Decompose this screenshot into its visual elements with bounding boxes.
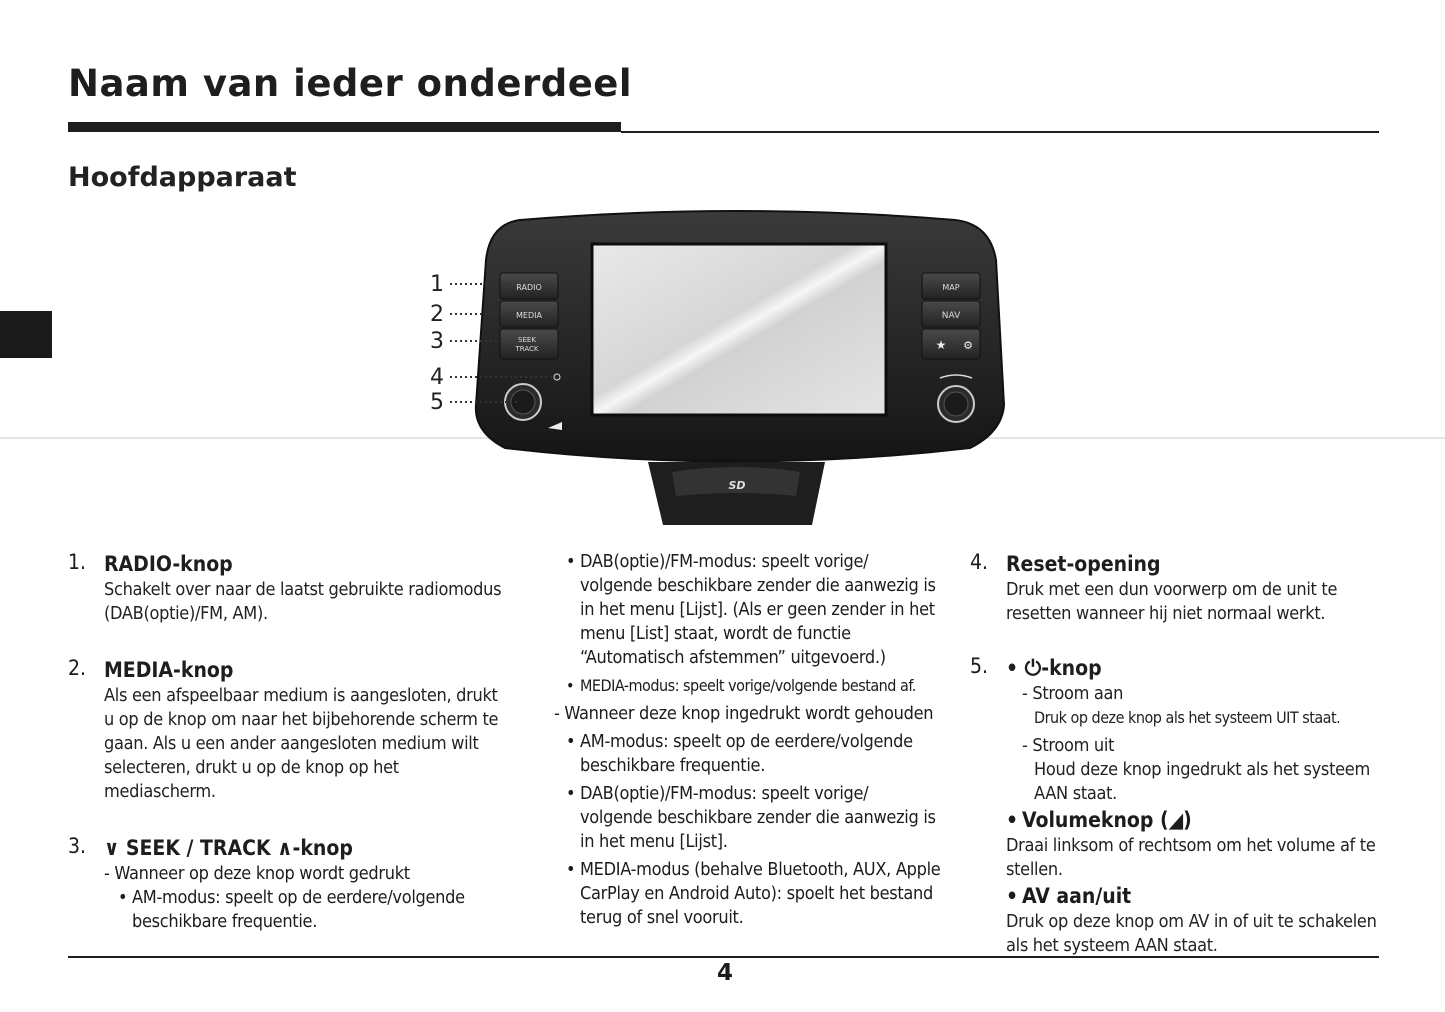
map-button-shape: [922, 273, 980, 299]
item-heading: ∨ SEEK / TRACK ∧-knop: [104, 836, 353, 860]
radio-button-label: RADIO: [516, 283, 542, 292]
subheading-hold: - Wanneer deze knop ingedrukt wordt gehouden: [554, 703, 934, 724]
section-subtitle: Hoofdapparaat: [68, 162, 297, 193]
seek-label: SEEK: [518, 336, 536, 344]
power-on-heading: - Stroom aan: [1022, 683, 1124, 704]
item-heading: Reset-opening: [1006, 552, 1161, 576]
bullet-am-hold: • AM-modus: speelt op de eerdere/volgende beschikbare frequentie.: [566, 730, 944, 778]
head-unit-illustration: [0, 200, 1445, 530]
sd-card-stand: [648, 462, 825, 525]
item-number: 3.: [68, 834, 87, 858]
item-reset-hole: [970, 550, 1380, 626]
callout-4: 4: [430, 365, 444, 390]
item-subheading: - Wanneer op deze knop wordt gedrukt: [104, 863, 410, 884]
bullet-media: • MEDIA-modus: speelt vorige/volgende bestand af.: [566, 674, 944, 698]
item-heading: • ⏻-knop: [1006, 656, 1102, 680]
display-screen: [592, 244, 886, 415]
radio-button-shape: [500, 273, 558, 299]
item-number: 2.: [68, 656, 87, 680]
power-off-heading: - Stroom uit: [1022, 735, 1115, 756]
item-description: Als een afspeelbaar medium is aangesloten, drukt u op de knop om naar het bijbehorende scherm te gaan. Als u een ander aangesloten medium wilt selecteren, drukt u op de knop op het mediascherm.: [104, 685, 499, 802]
item-power-knob: [970, 654, 1380, 958]
av-onoff-heading: • AV aan/uit: [1006, 882, 1380, 910]
av-onoff-description: Druk op deze knop om AV in of uit te schakelen als het systeem AAN staat.: [1006, 911, 1377, 956]
star-icon: ★: [935, 338, 947, 352]
gear-icon: ⚙: [963, 339, 973, 352]
column-left: [68, 550, 508, 956]
item-number: 4.: [970, 550, 989, 574]
item-bullet: • AM-modus: speelt op de eerdere/volgende beschikbare frequentie.: [118, 886, 508, 934]
callout-5: 5: [430, 390, 444, 415]
volume-knob-description: Draai linksom of rechtsom om het volume af te stellen.: [1006, 835, 1376, 880]
item-seek-track-button: [68, 834, 508, 934]
item-description: Schakelt over naar de laatst gebruikte radiomodus (DAB(optie)/FM, AM).: [104, 579, 502, 624]
item-number: 1.: [68, 550, 87, 574]
map-button-label: MAP: [942, 283, 960, 292]
track-label: TRACK: [515, 345, 539, 353]
item-heading: MEDIA-knop: [104, 658, 234, 682]
page-title: Naam van ieder onderdeel: [68, 62, 633, 105]
item-number: 5.: [970, 654, 989, 678]
media-button-label: MEDIA: [516, 311, 542, 320]
bullet-dab-fm-hold: • DAB(optie)/FM-modus: speelt vorige/ volgende beschikbare zender die aanwezig is in het menu [Lijst].: [566, 782, 944, 854]
bullet-media-hold: • MEDIA-modus (behalve Bluetooth, AUX, Apple CarPlay en Android Auto): spoelt het bestand terug of snel vooruit.: [566, 858, 944, 930]
footer-rule: [68, 956, 1379, 958]
item-radio-button: [68, 550, 508, 626]
seek-track-button-shape: [500, 329, 558, 359]
title-underline-thin: [621, 131, 1379, 133]
power-off-description: Houd deze knop ingedrukt als het systeem AAN staat.: [1034, 759, 1370, 804]
item-media-button: [68, 656, 508, 804]
sd-slot-label: SD: [728, 479, 746, 492]
callout-2: 2: [430, 302, 444, 327]
callout-1: 1: [430, 272, 444, 297]
page-number: 4: [716, 960, 733, 986]
column-right: [970, 550, 1380, 980]
media-button-shape: [500, 301, 558, 327]
item-description: Druk met een dun voorwerp om de unit te resetten wanneer hij niet normaal werkt.: [1006, 579, 1338, 624]
bullet-dab-fm: • DAB(optie)/FM-modus: speelt vorige/ volgende beschikbare zender die aanwezig is in het menu [Lijst]. (Als er geen zender in het menu [List] staat, wordt de functie “Automatisch afstemmen” uitgevoerd.): [566, 550, 944, 670]
nav-button-label: NAV: [941, 311, 961, 321]
power-on-description: Druk op deze knop als het systeem UIT staat.: [1034, 708, 1341, 727]
column-middle: [554, 550, 944, 934]
favorite-setup-button-shape: [922, 329, 980, 359]
item-heading: RADIO-knop: [104, 552, 233, 576]
nav-button-shape: [922, 301, 980, 327]
volume-knob-heading: • Volumeknop (◢): [1006, 806, 1380, 834]
callout-3: 3: [430, 329, 444, 354]
title-underline-thick: [68, 122, 621, 132]
tune-knob: [938, 386, 974, 422]
